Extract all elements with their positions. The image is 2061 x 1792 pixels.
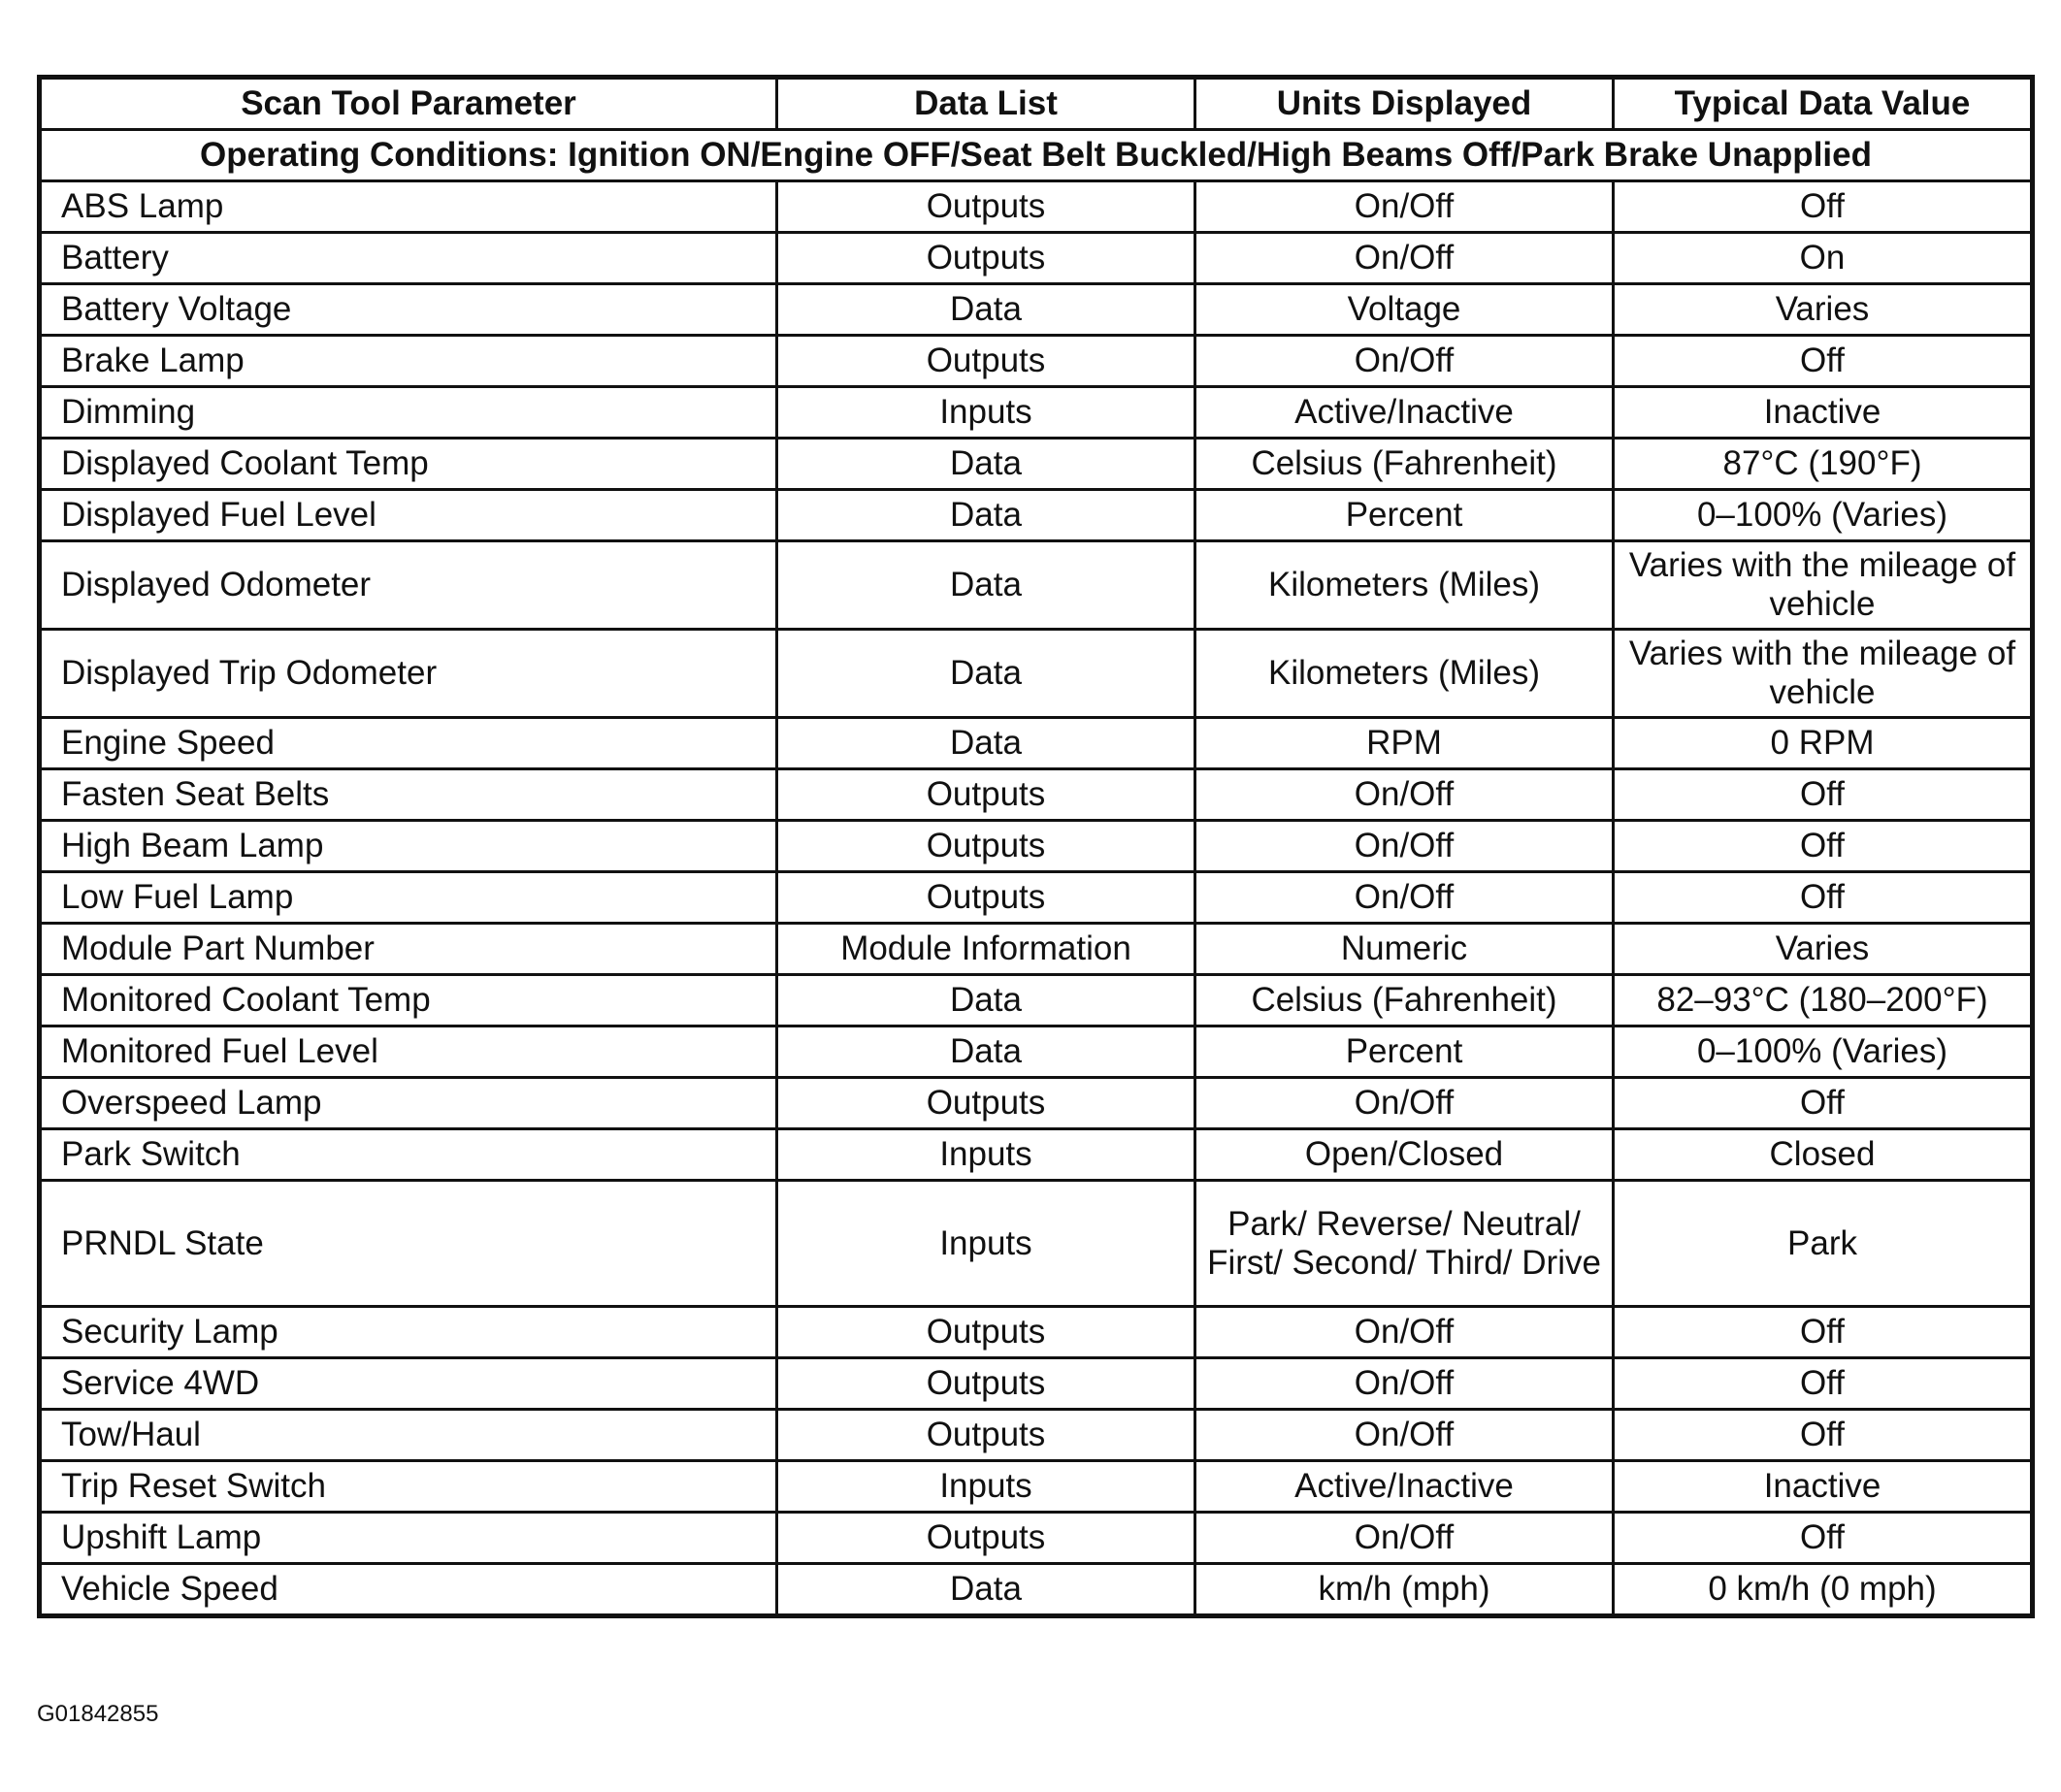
typical-value-cell: Closed: [1614, 1129, 2033, 1181]
header-scan-tool-parameter: Scan Tool Parameter: [40, 78, 777, 130]
table-row: [40, 1181, 2033, 1307]
units-cell: On/Off: [1195, 769, 1614, 821]
units-cell: Park/ Reverse/ Neutral/ First/ Second/ Third/ Drive: [1195, 1181, 1614, 1307]
data-list-cell: Outputs: [777, 821, 1195, 872]
data-list-cell: Data: [777, 490, 1195, 541]
parameter-cell: Overspeed Lamp: [40, 1078, 777, 1129]
table-row: [40, 181, 2033, 233]
typical-value-cell: On: [1614, 233, 2033, 284]
data-list-cell: Outputs: [777, 1410, 1195, 1461]
parameter-cell: Low Fuel Lamp: [40, 872, 777, 924]
data-list-cell: Outputs: [777, 1358, 1195, 1410]
typical-value-cell: Off: [1614, 181, 2033, 233]
parameter-cell: Displayed Fuel Level: [40, 490, 777, 541]
typical-value-cell: Off: [1614, 1410, 2033, 1461]
typical-value-cell: Off: [1614, 1078, 2033, 1129]
units-cell: Numeric: [1195, 924, 1614, 975]
data-list-cell: Data: [777, 1564, 1195, 1616]
table-row: [40, 924, 2033, 975]
data-list-cell: Outputs: [777, 1307, 1195, 1358]
units-cell: On/Off: [1195, 181, 1614, 233]
typical-value-cell: Off: [1614, 336, 2033, 387]
data-list-cell: Inputs: [777, 387, 1195, 439]
parameter-cell: Engine Speed: [40, 718, 777, 769]
units-cell: On/Off: [1195, 1078, 1614, 1129]
parameter-cell: Brake Lamp: [40, 336, 777, 387]
table-body: [40, 130, 2033, 1616]
table-row: [40, 490, 2033, 541]
table-row: [40, 1564, 2033, 1616]
units-cell: Open/Closed: [1195, 1129, 1614, 1181]
units-cell: On/Off: [1195, 1513, 1614, 1564]
parameter-cell: High Beam Lamp: [40, 821, 777, 872]
units-cell: Active/Inactive: [1195, 387, 1614, 439]
typical-value-cell: Varies: [1614, 924, 2033, 975]
typical-value-cell: 0 km/h (0 mph): [1614, 1564, 2033, 1616]
data-list-cell: Outputs: [777, 233, 1195, 284]
operating-conditions-row: [40, 130, 2033, 181]
table-row: [40, 630, 2033, 718]
units-cell: On/Off: [1195, 1358, 1614, 1410]
data-list-cell: Module Information: [777, 924, 1195, 975]
data-list-cell: Data: [777, 439, 1195, 490]
data-list-cell: Outputs: [777, 872, 1195, 924]
units-cell: On/Off: [1195, 336, 1614, 387]
table-row: [40, 233, 2033, 284]
data-list-cell: Inputs: [777, 1181, 1195, 1307]
table-row: [40, 821, 2033, 872]
data-list-cell: Data: [777, 541, 1195, 630]
units-cell: Voltage: [1195, 284, 1614, 336]
header-data-list: Data List: [777, 78, 1195, 130]
parameter-cell: Displayed Odometer: [40, 541, 777, 630]
typical-value-cell: Inactive: [1614, 387, 2033, 439]
units-cell: On/Off: [1195, 821, 1614, 872]
typical-value-cell: 0–100% (Varies): [1614, 490, 2033, 541]
table-row: [40, 336, 2033, 387]
parameter-cell: Battery Voltage: [40, 284, 777, 336]
table-row: [40, 541, 2033, 630]
data-list-cell: Outputs: [777, 336, 1195, 387]
typical-value-cell: Park: [1614, 1181, 2033, 1307]
header-units-displayed: Units Displayed: [1195, 78, 1614, 130]
typical-value-cell: Off: [1614, 821, 2033, 872]
units-cell: On/Off: [1195, 1307, 1614, 1358]
parameter-cell: Dimming: [40, 387, 777, 439]
parameter-cell: Trip Reset Switch: [40, 1461, 777, 1513]
data-list-cell: Outputs: [777, 1078, 1195, 1129]
parameter-cell: Security Lamp: [40, 1307, 777, 1358]
parameter-cell: Battery: [40, 233, 777, 284]
data-list-cell: Outputs: [777, 769, 1195, 821]
data-list-cell: Outputs: [777, 1513, 1195, 1564]
data-list-cell: Inputs: [777, 1129, 1195, 1181]
units-cell: On/Off: [1195, 872, 1614, 924]
table-row: [40, 1410, 2033, 1461]
header-row: [40, 78, 2033, 130]
typical-value-cell: 0–100% (Varies): [1614, 1026, 2033, 1078]
table-row: [40, 284, 2033, 336]
table-row: [40, 439, 2033, 490]
table-row: [40, 1461, 2033, 1513]
parameter-cell: Monitored Coolant Temp: [40, 975, 777, 1026]
table-row: [40, 872, 2033, 924]
parameter-cell: Service 4WD: [40, 1358, 777, 1410]
units-cell: Percent: [1195, 490, 1614, 541]
typical-value-cell: Varies with the mileage of vehicle: [1614, 630, 2033, 718]
table-row: [40, 387, 2033, 439]
data-list-cell: Data: [777, 718, 1195, 769]
typical-value-cell: Off: [1614, 1513, 2033, 1564]
table-row: [40, 718, 2033, 769]
parameter-cell: Module Part Number: [40, 924, 777, 975]
units-cell: Percent: [1195, 1026, 1614, 1078]
units-cell: Active/Inactive: [1195, 1461, 1614, 1513]
typical-value-cell: 0 RPM: [1614, 718, 2033, 769]
table-row: [40, 769, 2033, 821]
parameter-cell: Vehicle Speed: [40, 1564, 777, 1616]
table-row: [40, 1129, 2033, 1181]
operating-conditions: Operating Conditions: Ignition ON/Engine OFF/Seat Belt Buckled/High Beams Off/Park Brake Unapplied: [40, 130, 2033, 181]
typical-value-cell: Varies: [1614, 284, 2033, 336]
table-row: [40, 1307, 2033, 1358]
typical-value-cell: 87°C (190°F): [1614, 439, 2033, 490]
figure-id: G01842855: [37, 1701, 159, 1727]
header-typical-data-value: Typical Data Value: [1614, 78, 2033, 130]
units-cell: Celsius (Fahrenheit): [1195, 975, 1614, 1026]
typical-value-cell: Inactive: [1614, 1461, 2033, 1513]
parameter-cell: Upshift Lamp: [40, 1513, 777, 1564]
table-row: [40, 1026, 2033, 1078]
typical-value-cell: Off: [1614, 1307, 2033, 1358]
table-row: [40, 1078, 2033, 1129]
typical-value-cell: 82–93°C (180–200°F): [1614, 975, 2033, 1026]
units-cell: Kilometers (Miles): [1195, 630, 1614, 718]
data-list-cell: Data: [777, 284, 1195, 336]
parameter-cell: Monitored Fuel Level: [40, 1026, 777, 1078]
units-cell: On/Off: [1195, 1410, 1614, 1461]
data-list-cell: Data: [777, 1026, 1195, 1078]
parameter-cell: PRNDL State: [40, 1181, 777, 1307]
typical-value-cell: Off: [1614, 769, 2033, 821]
units-cell: RPM: [1195, 718, 1614, 769]
parameter-cell: Displayed Coolant Temp: [40, 439, 777, 490]
table-row: [40, 1358, 2033, 1410]
typical-value-cell: Off: [1614, 1358, 2033, 1410]
units-cell: Kilometers (Miles): [1195, 541, 1614, 630]
parameter-cell: Park Switch: [40, 1129, 777, 1181]
units-cell: km/h (mph): [1195, 1564, 1614, 1616]
units-cell: On/Off: [1195, 233, 1614, 284]
data-list-cell: Data: [777, 975, 1195, 1026]
data-list-cell: Data: [777, 630, 1195, 718]
parameter-cell: Fasten Seat Belts: [40, 769, 777, 821]
typical-value-cell: Varies with the mileage of vehicle: [1614, 541, 2033, 630]
data-list-cell: Outputs: [777, 181, 1195, 233]
typical-value-cell: Off: [1614, 872, 2033, 924]
table-row: [40, 1513, 2033, 1564]
scan-tool-data-table: [37, 75, 2035, 1618]
parameter-cell: Tow/Haul: [40, 1410, 777, 1461]
parameter-cell: Displayed Trip Odometer: [40, 630, 777, 718]
table-row: [40, 975, 2033, 1026]
data-list-cell: Inputs: [777, 1461, 1195, 1513]
parameter-cell: ABS Lamp: [40, 181, 777, 233]
units-cell: Celsius (Fahrenheit): [1195, 439, 1614, 490]
